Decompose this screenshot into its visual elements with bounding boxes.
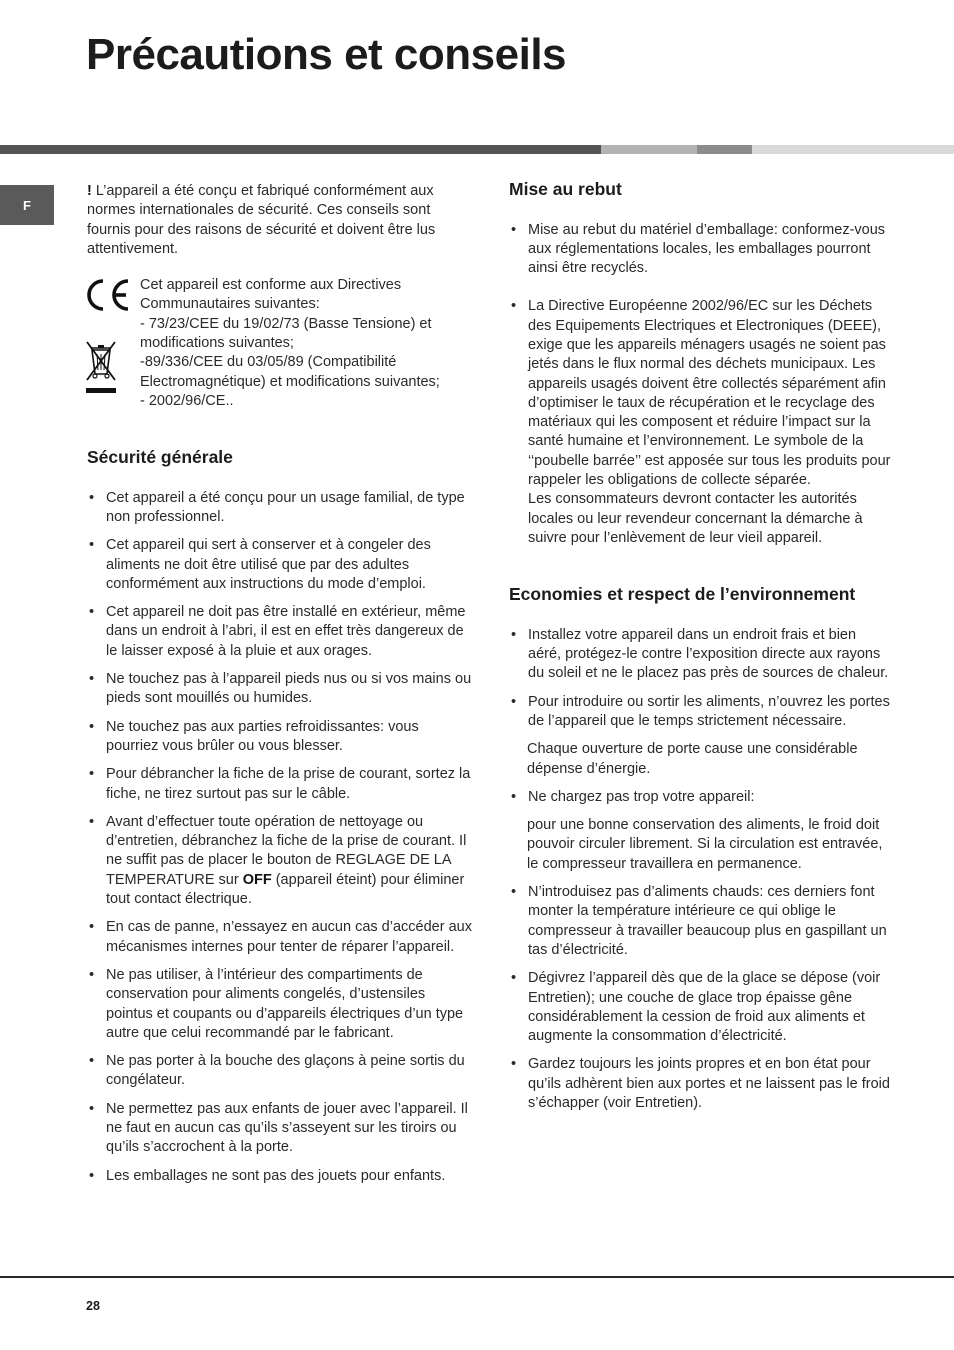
crossed-out-bin-icon <box>81 336 121 396</box>
list-item: • Cet appareil qui sert à conserver et à congeler des aliments ne doit être utilisé que par des adultes conformément aux instructions du mode d’emploi. <box>87 536 472 594</box>
header-color-bar <box>0 145 954 154</box>
list-item: • Ne pas porter à la bouche des glaçons à peine sortis du congélateur. <box>87 1052 472 1091</box>
right-column <box>509 180 891 1122</box>
economies-list <box>509 788 891 807</box>
economies-list <box>509 626 891 731</box>
list-item: • Cet appareil a été conçu pour un usage familial, de type non professionnel. <box>87 489 472 528</box>
list-item: • Ne chargez pas trop votre appareil: <box>509 788 891 807</box>
compliance-line: - 73/23/CEE du 19/02/73 (Basse Tensione) et modifications suivantes; <box>140 315 432 352</box>
list-item: • Les emballages ne sont pas des jouets pour enfants. <box>87 1167 472 1186</box>
intro-text: L’appareil a été conçu et fabriqué conformément aux normes internationales de sécurité. Ces conseils sont fournis pour des raisons de sécurité et doivent être lus attentivement. <box>87 183 436 257</box>
off-label: OFF <box>242 871 272 888</box>
bar-segment <box>697 145 752 154</box>
page-number: 28 <box>86 1299 100 1313</box>
intro-paragraph <box>87 182 472 259</box>
language-tab: F <box>0 185 54 225</box>
list-item-note: pour une bonne conservation des aliments, le froid doit pouvoir circuler librement. Si la circulation est entravée, le compresseur travaillera en permanence. <box>527 817 883 872</box>
list-item: • Pour débrancher la fiche de la prise de courant, sortez la fiche, ne tirez surtout pas sur le câble. <box>87 765 472 804</box>
list-item-text: Avant d’effectuer toute opération de nettoyage ou d’entretien, débranchez la fiche de la prise de courant. Il ne suffit pas de placer le bouton de REGLAGE DE LA TEMPERATURE sur <box>106 813 467 888</box>
ce-mark-icon <box>83 276 133 314</box>
list-item: • Dégivrez l’appareil dès que de la glace se dépose (voir Entretien); une couche de glace trop épaisse gêne considérablement la cession de froid aux aliments et augmente la consommation d’électricité. <box>509 969 891 1046</box>
page-title: Précautions et conseils <box>86 30 567 79</box>
list-item-text: (appareil éteint) pour éliminer tout contact électrique. <box>106 871 465 908</box>
economies-list <box>509 883 891 1113</box>
list-item: • Installez votre appareil dans un endroit frais et bien aéré, protégez-le contre l’exposition directe aux rayons du soleil et ne le placez pas près de sources de chaleur. <box>509 626 891 684</box>
list-item: • Ne permettez pas aux enfants de jouer avec l’appareil. Il ne faut en aucun cas qu’ils s’asseyent sur les tiroirs ou qu’ils s’accrochent à la porte. <box>87 1100 472 1158</box>
list-item: • Pour introduire ou sortir les aliments, n’ouvrez les portes de l’appareil que le temps strictement nécessaire. <box>509 693 891 732</box>
bar-segment <box>752 145 954 154</box>
list-item-text: La Directive Européenne 2002/96/EC sur les Déchets des Equipements Electriques et Electroniques (DEEE), exige que les appareils ménagers usagés ne soient pas jetés dans le flux normal des déchets municipaux. Les appareils usagés doivent être collectés séparément afin d’optimiser le taux de récupération et le recyclage des matériaux qui les composent et réduire l’impact sur la santé humaine et l’environnement. Le symbole de la ‘‘poubelle barrée’’ est apposée sur tous les produits pour rappeler les obligations de collecte séparée. <box>528 298 891 489</box>
list-item-note: Chaque ouverture de porte cause une considérable dépense d’énergie. <box>527 741 858 777</box>
section-heading-economies: Economies et respect de l’environnement <box>509 584 856 605</box>
list-item: • N’introduisez pas d’aliments chauds: ces derniers font monter la température intérieure ce qui oblige le compresseur à travailler beaucoup plus en gaspillant un tas d’électricité. <box>509 883 891 960</box>
list-item: • Ne touchez pas aux parties refroidissantes: vous pourriez vous brûler ou vous blesser. <box>87 718 472 757</box>
section-heading-rebut: Mise au rebut <box>509 179 622 199</box>
list-item: • Mise au rebut du matériel d’emballage: conformez-vous aux réglementations locales, les emballages pourront ainsi être recyclés. <box>509 221 891 279</box>
compliance-line: -89/336/CEE du 03/05/89 (Compatibilité Electromagnétique) et modifications suivantes; <box>140 354 440 390</box>
list-item: • En cas de panne, n’essayez en aucun cas d’accéder aux mécanismes internes pour tenter de réparer l’appareil. <box>87 918 472 957</box>
warning-mark: ! <box>87 183 92 199</box>
list-item: • Cet appareil ne doit pas être installé en extérieur, même dans un endroit à l’abri, il est en effet très dangereux de le laisser exposé à la pluie et aux orages. <box>87 603 472 661</box>
compliance-line: - 2002/96/CE.. <box>140 392 234 409</box>
section-heading-securite: Sécurité générale <box>87 447 233 468</box>
list-item-text: Les consommateurs devront contacter les autorités locales ou leur revendeur concernant la démarche à suivre pour l’enlèvement de leur vieil appareil. <box>528 491 863 546</box>
list-item: • Ne pas utiliser, à l’intérieur des compartiments de conservation pour aliments congelés, d’ustensiles pointus et coupants ou d’appareils électriques d’un type autre que celui recommandé par le fabricant. <box>87 966 472 1043</box>
footer-rule <box>0 1276 954 1278</box>
left-column <box>87 182 472 1195</box>
list-item: • Gardez toujours les joints propres et en bon état pour qu’ils adhèrent bien aux portes et ne laissent pas le froid s’échapper (voir Entretien). <box>509 1055 891 1113</box>
rebut-list <box>509 221 891 549</box>
compliance-block <box>87 277 472 409</box>
compliance-text <box>140 276 475 411</box>
list-item <box>87 813 472 909</box>
bar-segment <box>601 145 697 154</box>
list-item <box>509 297 891 548</box>
securite-list <box>87 489 472 1186</box>
list-item: • Ne touchez pas à l’appareil pieds nus ou si vos mains ou pieds sont mouillés ou humides. <box>87 670 472 709</box>
compliance-line: Cet appareil est conforme aux Directives Communautaires suivantes: <box>140 277 402 313</box>
bar-segment <box>0 145 601 154</box>
